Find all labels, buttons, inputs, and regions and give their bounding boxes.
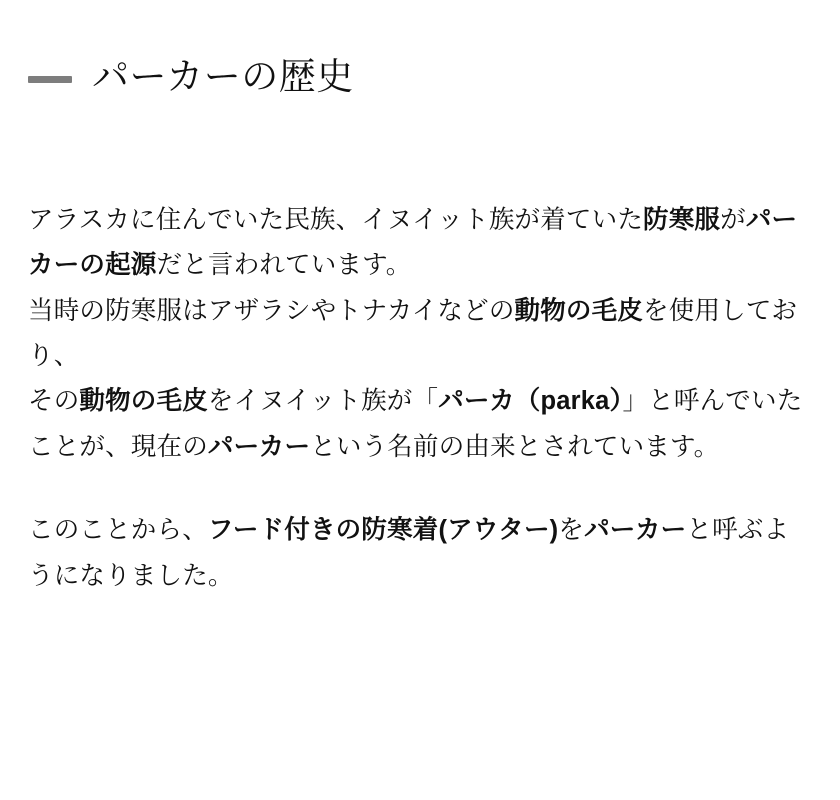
emphasis-text: 動物の毛皮: [514, 296, 644, 325]
body-text: を使用しており、: [28, 296, 798, 371]
paragraph-conclusion: [28, 508, 812, 599]
body-text: 当時の防寒服はアザラシやトナカイなどの: [28, 296, 515, 325]
body-text: だと言われています。: [156, 251, 412, 280]
body-text: このことから、: [28, 516, 208, 545]
emphasis-text: パーカーの起源: [28, 205, 798, 280]
page-title: パーカーの歴史: [92, 55, 354, 97]
body-text: と呼ぶようになりました。: [28, 516, 790, 590]
emphasis-text: フード付きの防寒着(アウター): [207, 516, 559, 545]
paragraph-origin: [28, 198, 812, 470]
article-page: [0, 30, 840, 800]
emphasis-text: パーカ（parka）: [438, 387, 623, 416]
dash-marker-icon: [28, 76, 72, 83]
body-text: を: [558, 516, 585, 545]
section-heading: [28, 30, 812, 124]
article-body: [28, 198, 812, 599]
emphasis-text: パーカー: [207, 432, 311, 461]
emphasis-text: パーカー: [584, 516, 687, 545]
body-text: という名前の由来とされています。: [310, 432, 720, 461]
body-text: 」と呼んでいたことが、現在の: [28, 387, 803, 461]
body-text: その: [28, 387, 80, 416]
body-text: をイヌイット族が「: [207, 387, 439, 416]
emphasis-text: 動物の毛皮: [79, 387, 208, 416]
emphasis-text: 防寒服: [643, 205, 721, 234]
body-text: アラスカに住んでいた民族、イヌイット族が着ていた: [28, 205, 644, 234]
body-text: が: [720, 205, 746, 234]
